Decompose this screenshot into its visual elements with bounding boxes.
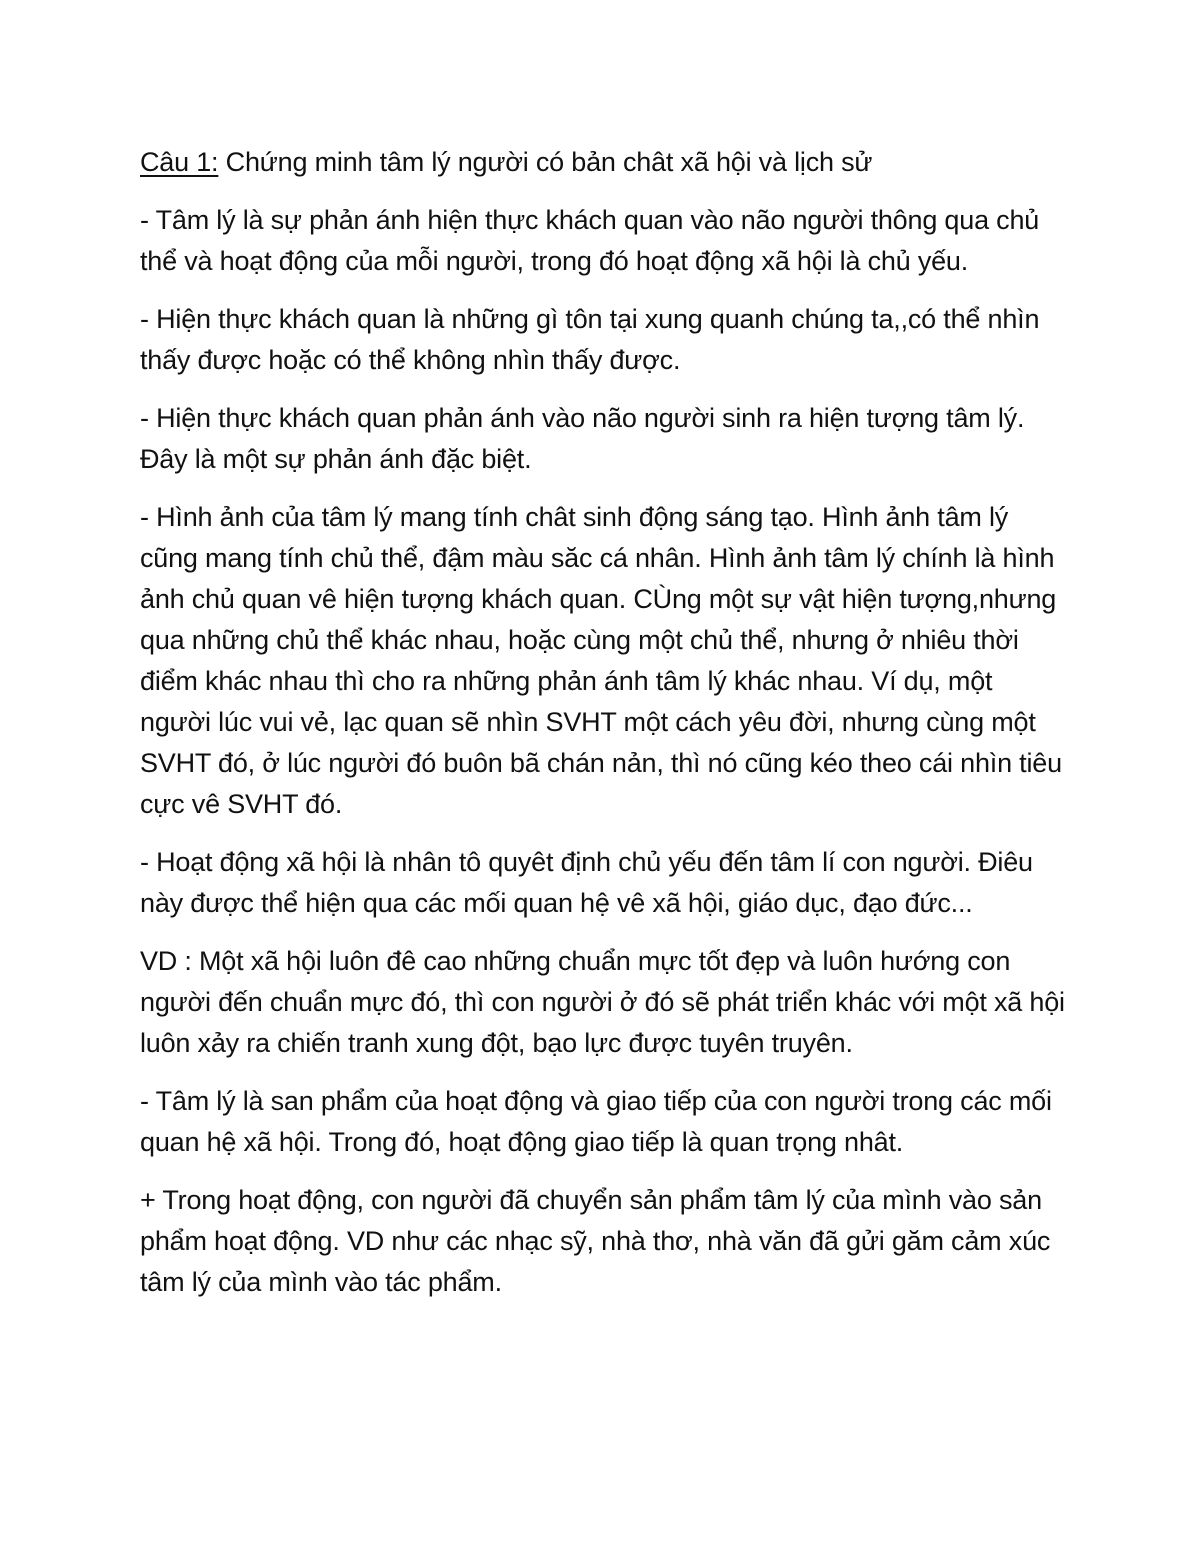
- paragraph: - Hiện thực khách quan phản ánh vào não người sinh ra hiện tượng tâm lý. Đây là một sự phản ánh đặc biệt.: [140, 403, 1025, 474]
- question-title: Chứng minh tâm lý người có bản chât xã hội và lịch sử: [218, 147, 873, 177]
- paragraph: - Hình ảnh của tâm lý mang tính chât sinh động sáng tạo. Hình ảnh tâm lý cũng mang tính chủ thể, đậm màu săc cá nhân. Hình ảnh tâm lý chính là hình ảnh chủ quan vê hiện tượng khách quan. CÙng một sự vật hiện tượng,nhưng qua những chủ thể khác nhau, hoặc cùng một chủ thể, nhưng ở nhiêu thời điểm khác nhau thì cho ra những phản ánh tâm lý khác nhau. Ví dụ, một người lúc vui vẻ, lạc quan sẽ nhìn SVHT một cách yêu đời, nhưng cùng một SVHT đó, ở lúc người đó buôn bã chán nản, thì nó cũng kéo theo cái nhìn tiêu cực vê SVHT đó.: [140, 502, 1062, 819]
- question-label: Câu 1:: [140, 147, 219, 177]
- paragraph: - Hoạt động xã hội là nhân tô quyêt định chủ yếu đến tâm lí con người. Điêu này được thể hiện qua các mối quan hệ vê xã hội, giáo dục, đạo đức...: [140, 847, 1033, 918]
- example-paragraph: VD : Một xã hội luôn đê cao những chuẩn mực tốt đẹp và luôn hướng con người đến chuẩn mực đó, thì con người ở đó sẽ phát triển khác với một xã hội luôn xảy ra chiến tranh xung đột, bạo lực được tuyên truyên.: [140, 946, 1065, 1058]
- paragraph: - Tâm lý là sự phản ánh hiện thực khách quan vào não người thông qua chủ thể và hoạt động của mỗi người, trong đó hoạt động xã hội là chủ yếu.: [140, 205, 1040, 276]
- question-heading: [140, 142, 1070, 183]
- paragraph: - Tâm lý là san phẩm của hoạt động và giao tiếp của con người trong các mối quan hệ xã hội. Trong đó, hoạt động giao tiếp là quan trọng nhât.: [140, 1086, 1052, 1157]
- paragraph: - Hiện thực khách quan là những gì tôn tại xung quanh chúng ta,,có thể nhìn thấy được hoặc có thể không nhìn thấy được.: [140, 304, 1040, 375]
- paragraph: + Trong hoạt động, con người đã chuyển sản phẩm tâm lý của mình vào sản phẩm hoạt động. VD như các nhạc sỹ, nhà thơ, nhà văn đã gửi găm cảm xúc tâm lý của mình vào tác phẩm.: [140, 1185, 1051, 1297]
- document-body: [140, 142, 1070, 1320]
